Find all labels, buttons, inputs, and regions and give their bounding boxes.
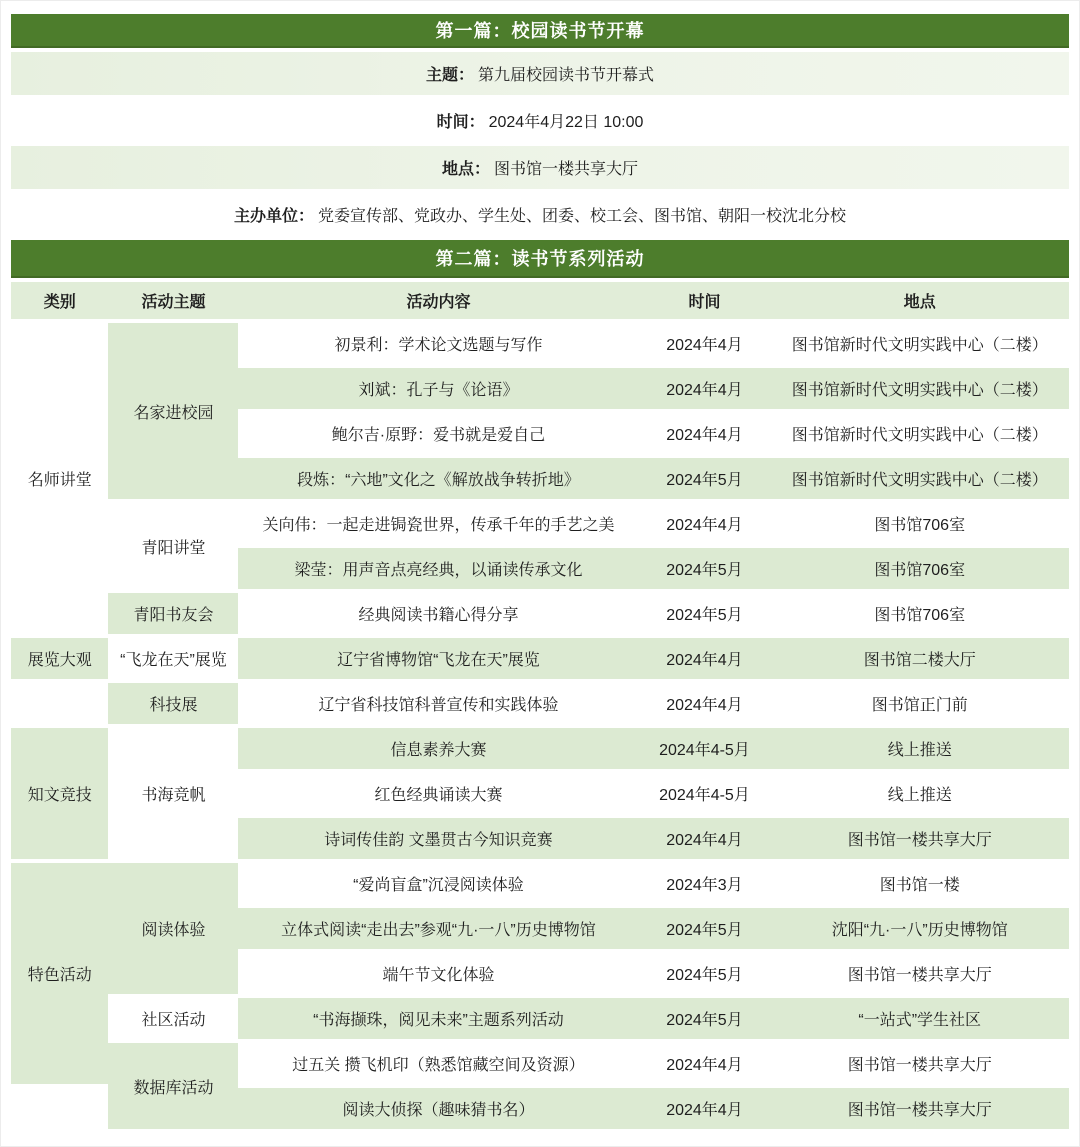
activities-table	[11, 278, 1069, 1133]
time-cell: 2024年4月	[638, 683, 770, 724]
category-cell: 特色活动	[11, 863, 108, 1084]
content-cell: 关向伟：一起走进锔瓷世界，传承千年的手艺之美	[238, 503, 638, 544]
section2-title: 第二篇：读书节系列活动	[435, 249, 645, 269]
column-header-content: 活动内容	[238, 282, 638, 319]
content-cell: 阅读大侦探（趣味猜书名）	[238, 1088, 638, 1129]
location-cell: 线上推送	[770, 728, 1069, 769]
info-value: 党委宣传部、党政办、学生处、团委、校工会、图书馆、朝阳一校沈北分校	[318, 208, 847, 225]
location-cell: 图书馆一楼共享大厅	[770, 818, 1069, 859]
time-cell: 2024年4月	[638, 503, 770, 544]
theme-cell: 社区活动	[108, 998, 238, 1039]
content-cell: 信息素养大赛	[238, 728, 638, 769]
theme-cell: “飞龙在天”展览	[108, 638, 238, 679]
location-cell: 图书馆正门前	[770, 683, 1069, 724]
table-row	[11, 638, 1069, 679]
content-cell: 经典阅读书籍心得分享	[238, 593, 638, 634]
time-cell: 2024年5月	[638, 458, 770, 499]
location-cell: 图书馆706室	[770, 503, 1069, 544]
info-label: 主题：	[425, 67, 474, 84]
theme-cell: 名家进校园	[108, 323, 238, 499]
location-cell: 图书馆一楼共享大厅	[770, 1088, 1069, 1129]
location-cell: 图书馆新时代文明实践中心（二楼）	[770, 368, 1069, 409]
section2-title-bar	[11, 240, 1069, 278]
time-cell: 2024年5月	[638, 593, 770, 634]
time-cell: 2024年4-5月	[638, 728, 770, 769]
time-cell: 2024年3月	[638, 863, 770, 904]
time-cell: 2024年4-5月	[638, 773, 770, 814]
column-header-time: 时间	[638, 282, 770, 319]
table-row	[11, 323, 1069, 364]
location-cell: 沈阳“九·一八”历史博物馆	[770, 908, 1069, 949]
time-cell: 2024年5月	[638, 953, 770, 994]
time-cell: 2024年5月	[638, 998, 770, 1039]
table-row	[11, 728, 1069, 769]
table-row	[11, 503, 1069, 544]
table-row	[11, 863, 1069, 904]
info-row-theme	[11, 52, 1069, 95]
time-cell: 2024年4月	[638, 368, 770, 409]
content-cell: 端午节文化体验	[238, 953, 638, 994]
category-cell: 知文竞技	[11, 728, 108, 859]
theme-cell: 科技展	[108, 683, 238, 724]
info-label: 地点：	[441, 161, 490, 178]
location-cell: 图书馆新时代文明实践中心（二楼）	[770, 413, 1069, 454]
table-row	[11, 593, 1069, 634]
content-cell: 初景利：学术论文选题与写作	[238, 323, 638, 364]
info-row-location	[11, 146, 1069, 189]
content-cell: 红色经典诵读大赛	[238, 773, 638, 814]
category-cell-empty	[11, 683, 108, 724]
content-cell: “爱尚盲盒”沉浸阅读体验	[238, 863, 638, 904]
time-cell: 2024年4月	[638, 323, 770, 364]
category-cell: 名师讲堂	[11, 323, 108, 634]
location-cell: “一站式”学生社区	[770, 998, 1069, 1039]
location-cell: 图书馆新时代文明实践中心（二楼）	[770, 323, 1069, 364]
location-cell: 图书馆706室	[770, 593, 1069, 634]
table-row	[11, 1043, 1069, 1084]
category-cell-empty	[11, 1088, 108, 1129]
table-header-row	[11, 282, 1069, 319]
theme-cell: 青阳讲堂	[108, 503, 238, 589]
section1-info-rows	[11, 52, 1069, 236]
location-cell: 图书馆706室	[770, 548, 1069, 589]
location-cell: 图书馆一楼共享大厅	[770, 1043, 1069, 1084]
time-cell: 2024年4月	[638, 413, 770, 454]
content-cell: 梁莹：用声音点亮经典，以诵读传承文化	[238, 548, 638, 589]
theme-cell: 青阳书友会	[108, 593, 238, 634]
column-header-category: 类别	[11, 282, 108, 319]
content-cell: 鲍尔吉·原野：爱书就是爱自己	[238, 413, 638, 454]
location-cell: 线上推送	[770, 773, 1069, 814]
time-cell: 2024年5月	[638, 908, 770, 949]
content-cell: 辽宁省博物馆“飞龙在天”展览	[238, 638, 638, 679]
content-cell: 诗词传佳韵 文墨贯古今知识竞赛	[238, 818, 638, 859]
time-cell: 2024年5月	[638, 548, 770, 589]
section1-title-bar	[11, 14, 1069, 48]
info-label: 时间：	[436, 114, 485, 131]
location-cell: 图书馆新时代文明实践中心（二楼）	[770, 458, 1069, 499]
location-cell: 图书馆二楼大厅	[770, 638, 1069, 679]
table-row	[11, 998, 1069, 1039]
time-cell: 2024年4月	[638, 638, 770, 679]
section1-title: 第一篇：校园读书节开幕	[435, 21, 645, 41]
content-cell: 段炼：“六地”文化之《解放战争转折地》	[238, 458, 638, 499]
theme-cell: 数据库活动	[108, 1043, 238, 1129]
table-row	[11, 683, 1069, 724]
theme-cell: 书海竞帆	[108, 728, 238, 859]
info-row-organizers	[11, 193, 1069, 236]
column-header-theme: 活动主题	[108, 282, 238, 319]
content-cell: 立体式阅读“走出去”参观“九·一八”历史博物馆	[238, 908, 638, 949]
info-row-time	[11, 99, 1069, 142]
content-cell: 过五关 攒飞机印（熟悉馆藏空间及资源）	[238, 1043, 638, 1084]
info-label: 主办单位：	[233, 208, 314, 225]
content-cell: “书海撷珠，阅见未来”主题系列活动	[238, 998, 638, 1039]
category-cell: 展览大观	[11, 638, 108, 679]
info-value: 第九届校园读书节开幕式	[478, 67, 655, 84]
location-cell: 图书馆一楼	[770, 863, 1069, 904]
content-cell: 刘斌：孔子与《论语》	[238, 368, 638, 409]
location-cell: 图书馆一楼共享大厅	[770, 953, 1069, 994]
time-cell: 2024年4月	[638, 1043, 770, 1084]
theme-cell: 阅读体验	[108, 863, 238, 994]
info-value: 图书馆一楼共享大厅	[494, 161, 639, 178]
info-value: 2024年4月22日 10:00	[488, 114, 644, 131]
content-cell: 辽宁省科技馆科普宣传和实践体验	[238, 683, 638, 724]
time-cell: 2024年4月	[638, 1088, 770, 1129]
time-cell: 2024年4月	[638, 818, 770, 859]
column-header-location: 地点	[770, 282, 1069, 319]
